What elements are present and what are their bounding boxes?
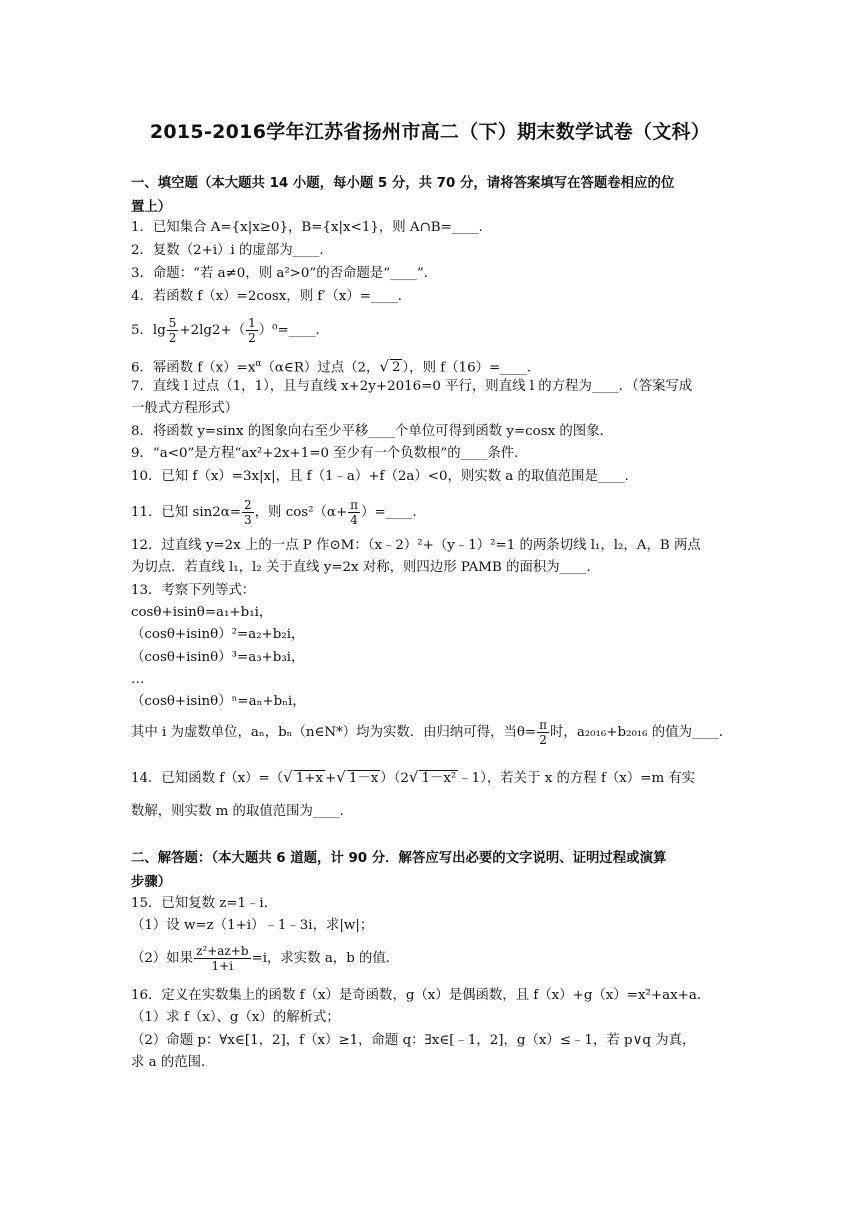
question-10: 10．已知 f（x）=3x|x|，且 f（1﹣a）+f（2a）<0，则实数 a 的取值范围是____． — [131, 469, 639, 484]
question-5 — [131, 316, 731, 345]
fraction-denominator: 4 — [350, 513, 358, 527]
fraction — [537, 718, 549, 747]
question-12-line1: 12．过直线 y=2x 上的一点 P 作⊙M：（x﹣2）²+（y﹣1）²=1 的两条切线 l₁，l₂，A，B 两点 — [131, 538, 701, 553]
radicand: 2 — [391, 360, 401, 376]
fraction-denominator: 3 — [244, 513, 252, 527]
question-11 — [131, 498, 731, 527]
sqrt-icon: √ — [408, 768, 419, 786]
question-3: 3．命题：“若 a≠0，则 a²>0”的否命题是“____”． — [131, 266, 438, 281]
q6-prefix: 6．幂函数 f（x）=x — [131, 360, 256, 376]
fraction-denominator: 2 — [168, 331, 177, 345]
sqrt-icon: √ — [283, 768, 293, 786]
question-16-stem: 16．定义在实数集上的函数 f（x）是奇函数，g（x）是偶函数，且 f（x）+g（x）=x²+ax+a． — [131, 988, 711, 1003]
section-heading-line: 二、解答题：（本大题共 6 道题，计 90 分．解答应写出必要的文字说明、证明过程或演算 — [131, 851, 667, 866]
sqrt-icon: √ — [336, 768, 346, 786]
question-16-part1: （1）求 f（x）、g（x）的解析式； — [131, 1010, 340, 1025]
radicand: 1+x — [295, 771, 324, 786]
question-7-line2: 一般式方程形式） — [131, 401, 239, 416]
question-15-part1: （1）设 w=z（1+i）﹣1﹣3i，求|w|； — [131, 918, 374, 933]
fraction-numerator: z²+az+b — [196, 944, 249, 958]
section-fill-in-heading — [131, 172, 731, 220]
q5-mid: +2lg2+（ — [179, 323, 246, 338]
q13-tail-prefix: 其中 i 为虚数单位，aₙ，bₙ（n∈N*）均为实数．由归纳可得，当θ= — [131, 725, 537, 740]
q5-prefix: 5．lg — [131, 323, 166, 338]
q14-mid: ）（2 — [380, 771, 409, 786]
exam-title: 2015-2016学年江苏省扬州市高二（下）期末数学试卷（文科） — [149, 121, 711, 143]
question-14-line1 — [131, 766, 731, 790]
fraction-numerator: 1 — [248, 316, 256, 330]
equation: （cosθ+isinθ）³=a₃+b₃i， — [131, 650, 305, 665]
q13-tail-suffix: 时，a₂₀₁₆+b₂₀₁₆ 的值为____． — [550, 725, 733, 740]
section-answer-heading — [131, 847, 731, 895]
question-15-part2 — [131, 944, 731, 973]
question-2: 2．复数（2+i）i 的虚部为____． — [131, 243, 333, 258]
question-7-line1: 7．直线 l 过点（1，1），且与直线 x+2y+2016=0 平行，则直线 l 的方程为____．（答案写成 — [131, 379, 693, 394]
q11-mid: ，则 cos²（α+ — [254, 505, 348, 520]
fraction-denominator: 1+i — [211, 959, 234, 973]
question-9: 9．“a<0”是方程“ax²+2x+1=0 至少有一个负数根”的____条件． — [131, 446, 528, 461]
q6-suffix: ），则 f（16）=____． — [402, 360, 541, 376]
q14-prefix: 14．已知函数 f（x）=（ — [131, 771, 284, 786]
question-8: 8．将函数 y=sinx 的图象向右至少平移____个单位可得到函数 y=cosx 的图象． — [131, 424, 613, 439]
fraction-numerator: 5 — [168, 316, 177, 330]
equation: cosθ+isinθ=a₁+b₁i， — [131, 605, 273, 620]
q14-suffix: ﹣1），若关于 x 的方程 f（x）=m 有实 — [458, 771, 696, 786]
question-15-stem: 15．已知复数 z=1﹣i． — [131, 896, 278, 911]
question-4: 4．若函数 f（x）=2cosx，则 f′（x）=____． — [131, 289, 412, 304]
equation-ellipsis: … — [131, 672, 145, 687]
fraction-numerator: π — [350, 498, 359, 512]
fraction — [246, 316, 258, 345]
q5-suffix: ）⁰=____． — [258, 323, 329, 338]
fraction-denominator: 2 — [248, 331, 256, 345]
equation: （cosθ+isinθ）²=a₂+b₂i， — [131, 627, 305, 642]
fraction — [194, 944, 250, 973]
fraction-numerator: π — [539, 718, 548, 732]
question-1: 1．已知集合 A={x|x≥0}，B={x|x<1}，则 A∩B=____． — [131, 220, 493, 235]
fraction — [348, 498, 360, 527]
section-heading-line: 步骤） — [131, 875, 172, 890]
question-13-intro: 13．考察下列等式： — [131, 583, 256, 598]
section-heading-line: 一、填空题（本大题共 14 小题，每小题 5 分，共 70 分，请将答案填写在答题卷相应的位 — [131, 176, 675, 191]
fraction-denominator: 2 — [539, 733, 547, 747]
question-16-part2-line1: （2）命题 p：∀x∈[1，2]，f（x）≥1，命题 q：∃x∈[﹣1，2]，g（x）≤﹣1，若 p∨q 为真， — [131, 1033, 696, 1048]
question-14-line2: 数解，则实数 m 的取值范围为____． — [131, 804, 354, 819]
section-heading-line: 置上） — [131, 200, 172, 215]
radicand: 1－x² — [421, 771, 457, 786]
q15-part2-suffix: =i，求实数 a，b 的值． — [251, 951, 400, 966]
sqrt-icon: √ — [379, 357, 389, 376]
question-16-part2-line2: 求 a 的范围． — [131, 1055, 215, 1070]
fraction — [167, 316, 179, 345]
equation: （cosθ+isinθ）ⁿ=aₙ+bₙi， — [131, 694, 306, 709]
question-12-line2: 为切点．若直线 l₁，l₂ 关于直线 y=2x 对称，则四边形 PAMB 的面积为____． — [131, 560, 600, 575]
plus-sign: + — [325, 771, 337, 786]
q6-mid: （α∈R）过点（2， — [261, 360, 380, 376]
fraction-numerator: 2 — [244, 498, 252, 512]
radicand: 1－x — [348, 771, 379, 786]
question-13-tail — [131, 718, 731, 747]
q15-part2-prefix: （2）如果 — [131, 951, 194, 966]
fraction — [242, 498, 254, 527]
exponent: α — [255, 359, 262, 369]
q11-prefix: 11．已知 sin2α= — [131, 505, 242, 520]
q11-suffix: ）=____． — [361, 505, 426, 520]
